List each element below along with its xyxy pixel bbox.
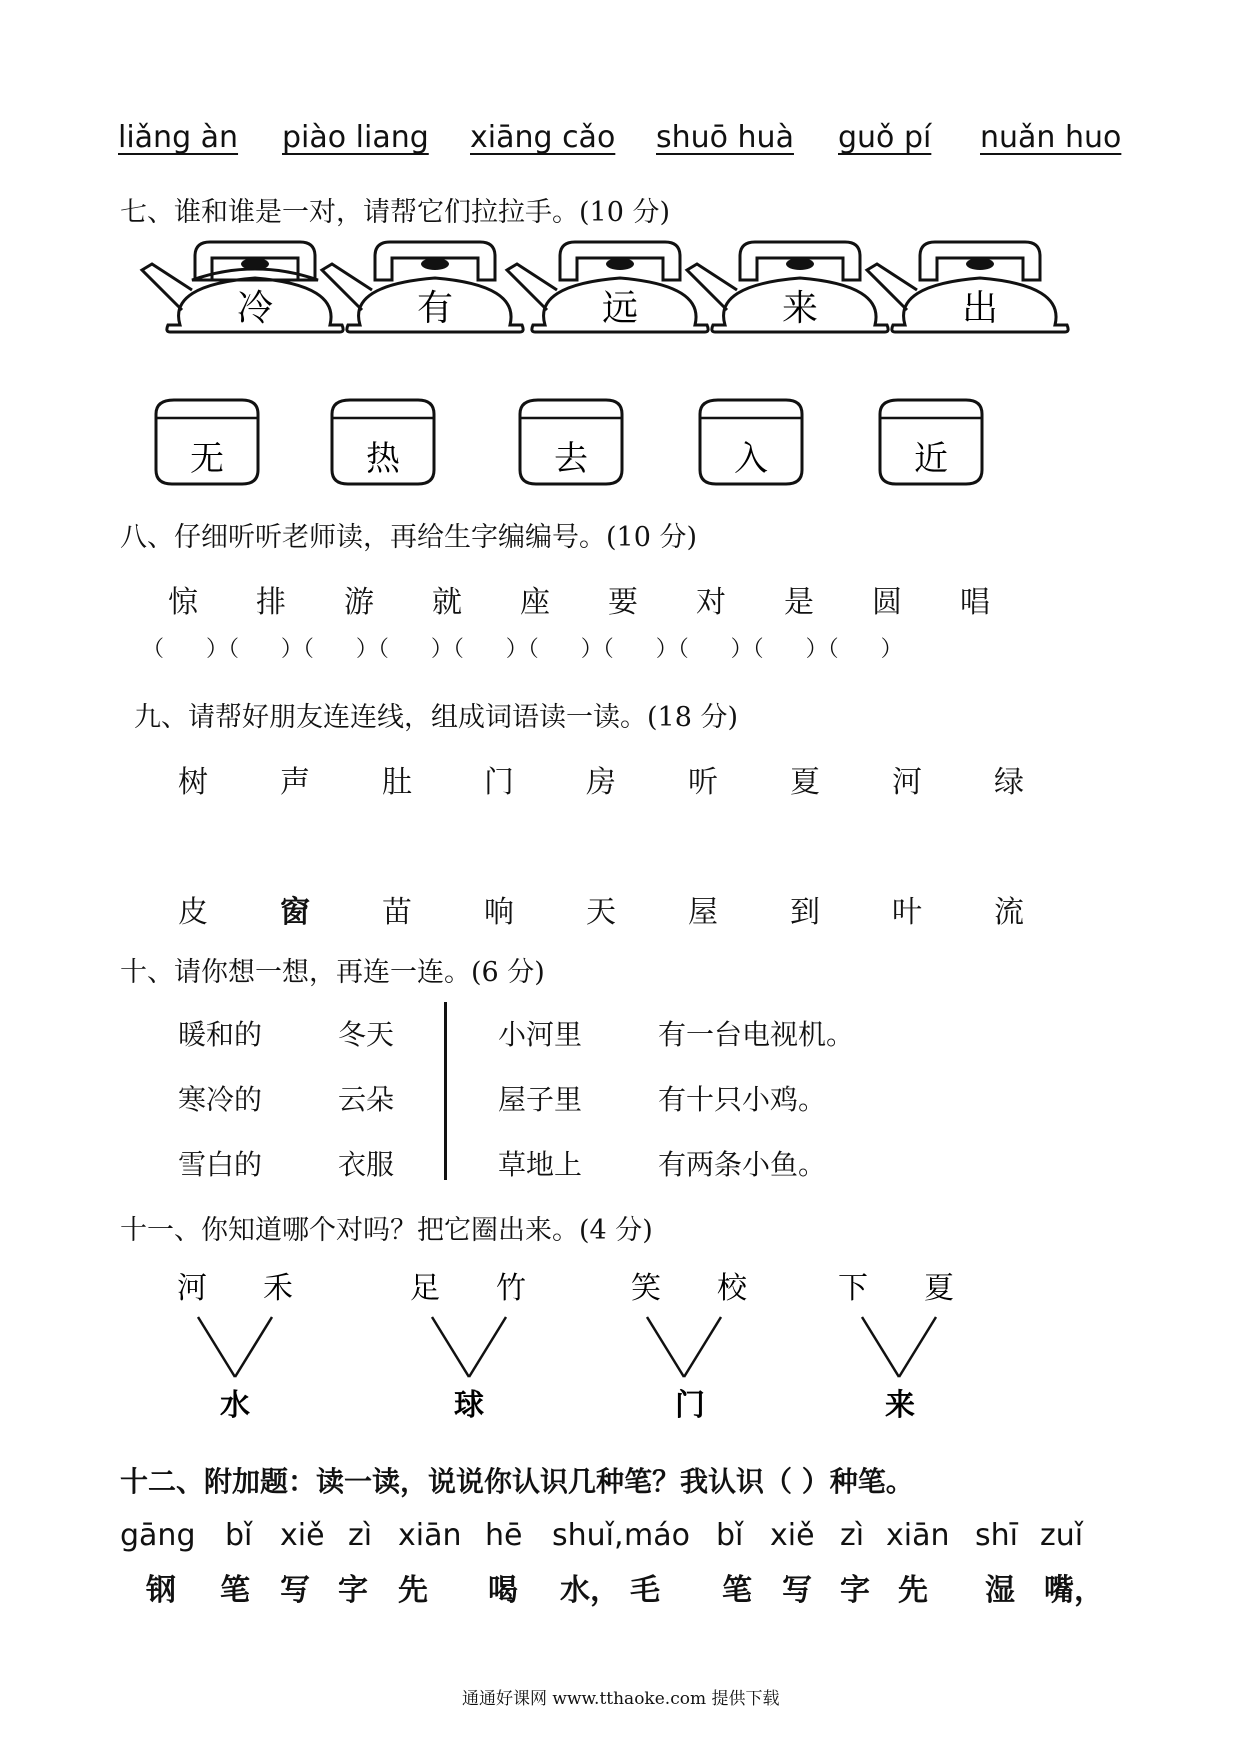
option-char[interactable]: 校 [717, 1271, 747, 1306]
char: 夏 [790, 765, 820, 800]
kettle-icon [142, 242, 343, 332]
section11-heading: 十一、你知道哪个对吗？把它圈出来。(4 分) [120, 1215, 653, 1246]
char: 字 [338, 1573, 368, 1608]
cup-icon [700, 400, 802, 484]
phrase: 有十只小鸡。 [658, 1083, 827, 1116]
char: 笔 [722, 1573, 752, 1608]
char: 水， [560, 1573, 620, 1608]
cup-char: 无 [190, 439, 224, 479]
cup-char: 入 [734, 439, 768, 479]
phrase: 草地上 [498, 1148, 583, 1181]
radical-group [631, 1271, 748, 1423]
char: 到 [790, 895, 820, 930]
cup-icon [332, 400, 434, 484]
base-char: 来 [885, 1388, 915, 1423]
option-char[interactable]: 下 [838, 1271, 868, 1306]
section7-heading: 七、谁和谁是一对，请帮它们拉拉手。(10 分) [120, 197, 671, 228]
pairs-figure [0, 230, 1240, 490]
option-char[interactable]: 笑 [631, 1271, 661, 1306]
phrase: 雪白的 [178, 1148, 263, 1181]
char: 要 [608, 585, 638, 620]
phrase: 小河里 [498, 1018, 583, 1051]
kettle-char: 冷 [236, 288, 274, 329]
section10-heading: 十、请你想一想，再连一连。(6 分) [120, 957, 545, 988]
char: 湿 [985, 1573, 1015, 1608]
char: 先 [398, 1573, 428, 1608]
section12-heading: 十二、附加题：读一读，说说你认识几种笔？我认识（ ）种笔。 [120, 1465, 914, 1498]
phrase: 有一台电视机。 [658, 1018, 855, 1051]
option-char[interactable]: 河 [177, 1271, 207, 1306]
phrase: 寒冷的 [178, 1083, 263, 1116]
cup-icon [520, 400, 622, 484]
kettle-char: 有 [416, 288, 454, 329]
char: 叶 [892, 895, 922, 930]
pinyin-word: xiě [770, 1518, 815, 1553]
char: 毛 [630, 1573, 660, 1608]
char: 响 [484, 895, 514, 930]
char: 就 [432, 585, 462, 620]
char: 写 [782, 1573, 812, 1608]
char: 先 [898, 1573, 928, 1608]
radical-group [410, 1271, 526, 1423]
radical-group [177, 1271, 293, 1423]
char: 是 [784, 585, 814, 620]
pinyin-word: nuǎn huo [980, 120, 1122, 155]
char: 写 [280, 1573, 310, 1608]
pinyin-word: shuō huà [656, 120, 794, 155]
option-char[interactable]: 竹 [496, 1271, 526, 1306]
divider [444, 1002, 447, 1180]
char: 窗 [280, 895, 310, 930]
char: 声 [280, 765, 310, 800]
pinyin-word: zì [348, 1518, 373, 1553]
char: 门 [484, 765, 514, 800]
footer-text: 通通好课网 www.tthaoke.com 提供下载 [462, 1689, 780, 1709]
pinyin-word: xiě [280, 1518, 325, 1553]
pinyin-word: guǒ pí [838, 120, 932, 155]
cup-char: 热 [366, 439, 400, 479]
pinyin-word: xiān [886, 1518, 950, 1553]
kettle-icon [322, 242, 523, 332]
pinyin-word: zì [840, 1518, 865, 1553]
kettle-icon [507, 242, 708, 332]
char: 钢 [146, 1573, 176, 1608]
pinyin-word: piào liang [282, 120, 429, 155]
cup-icon [156, 400, 258, 484]
option-char[interactable]: 禾 [263, 1271, 293, 1306]
kettle-char: 来 [781, 288, 819, 329]
option-char[interactable]: 足 [410, 1271, 440, 1306]
cup-char: 近 [914, 439, 948, 479]
char: 游 [344, 585, 374, 620]
pinyin-word: zuǐ [1040, 1518, 1084, 1553]
base-char: 门 [675, 1388, 705, 1423]
phrase: 有两条小鱼。 [658, 1148, 827, 1181]
pinyin-word: gāng [120, 1518, 196, 1553]
char: 河 [892, 765, 922, 800]
char: 排 [256, 585, 286, 620]
base-char: 水 [220, 1388, 250, 1423]
pinyin-word: xiān [398, 1518, 462, 1553]
kettle-char: 出 [961, 288, 999, 329]
section8-heading: 八、仔细听听老师读，再给生字编编号。(10 分) [120, 522, 698, 553]
char: 绿 [994, 765, 1024, 800]
phrase: 暖和的 [178, 1018, 263, 1051]
base-char: 球 [454, 1388, 484, 1423]
char: 圆 [872, 585, 902, 620]
char: 对 [696, 585, 726, 620]
char: 屋 [688, 895, 718, 930]
char: 房 [586, 765, 616, 800]
char: 字 [840, 1573, 870, 1608]
char: 座 [520, 585, 550, 620]
char: 苗 [382, 895, 412, 930]
char: 听 [688, 765, 718, 800]
pinyin-word: bǐ [225, 1518, 253, 1553]
char: 笔 [220, 1573, 250, 1608]
char: 树 [178, 765, 208, 800]
phrase: 冬天 [338, 1018, 395, 1051]
cup-char: 去 [554, 439, 588, 479]
pinyin-word: shī [975, 1518, 1018, 1553]
pinyin-word: máo [624, 1518, 690, 1553]
section9-heading: 九、请帮好朋友连连线，组成词语读一读。(18 分) [134, 702, 739, 733]
pinyin-word: hē [485, 1518, 523, 1553]
pinyin-word: shuǐ, [552, 1518, 624, 1553]
kettle-icon [867, 242, 1068, 332]
char: 皮 [178, 895, 208, 930]
pinyin-word: bǐ [716, 1518, 744, 1553]
phrase: 衣服 [338, 1148, 395, 1181]
char: 惊 [168, 585, 198, 620]
radical-group [838, 1271, 954, 1423]
option-char[interactable]: 夏 [924, 1271, 954, 1306]
char: 天 [586, 895, 616, 930]
pinyin-word: xiāng cǎo [470, 120, 616, 155]
cup-icon [880, 400, 982, 484]
pinyin-word: liǎng àn [118, 120, 239, 155]
kettle-char: 远 [601, 288, 639, 329]
char: 喝 [488, 1573, 518, 1608]
char: 唱 [960, 585, 990, 620]
phrase: 云朵 [338, 1083, 395, 1116]
radical-figure [0, 1265, 1240, 1435]
char: 肚 [382, 765, 412, 800]
kettle-icon [687, 242, 888, 332]
phrase: 屋子里 [498, 1083, 583, 1116]
char: 嘴， [1044, 1573, 1104, 1608]
char: 流 [994, 895, 1024, 930]
